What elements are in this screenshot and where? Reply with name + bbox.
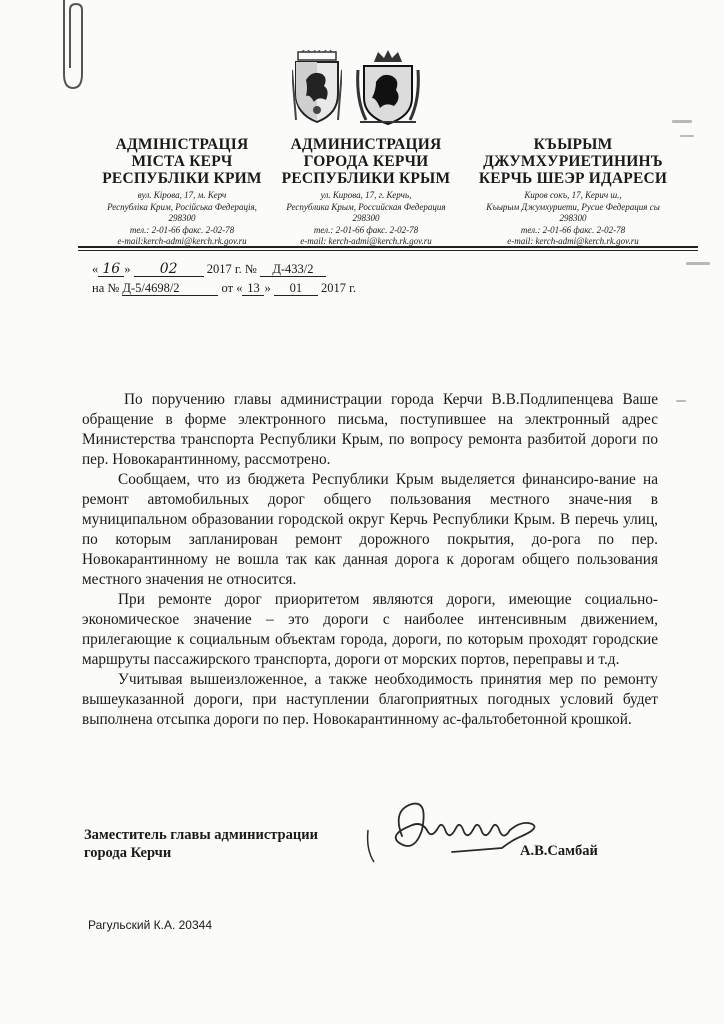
header-divider: [78, 246, 698, 248]
paragraph: Учитывая вышеизложенное, а также необходимость принятия мер по ремонту вышеуказанной дороги, при наступлении благоприятных погодных условий будет выполнена отсыпка дороги по пер. Новокарантинному ас-фальтобетонной крошкой.: [82, 671, 658, 728]
outgoing-year: 2017 г. №: [206, 262, 257, 276]
header-org-crh: [458, 136, 688, 248]
org-name-line: КЕРЧЬ ШЕЭР ИДАРЕСИ: [478, 170, 668, 187]
address-line: Республика Крым, Российская Федерация: [286, 201, 446, 212]
address-line: вул. Кірова, 17, м. Керч: [137, 190, 227, 200]
address-line: e-mail: kerch-admi@kerch.rk.gov.ru: [300, 236, 432, 246]
incoming-number: Д-5/4698/2: [122, 281, 218, 296]
paragraph: При ремонте дорог приоритетом являются дороги, имеющие социально-экономическое значение – это дороги с наиболее интенсивным движением, прилегающие к социальным объектам города, дороги, по которым проходят городские маршруты пассажирского транспорта, дороги от морских портов, переправы и т.д.: [82, 591, 658, 668]
quote-mark: »: [124, 262, 131, 276]
org-address: [266, 190, 466, 248]
executor-note: Рагульский К.А. 20344: [88, 918, 213, 932]
paragraph: Сообщаем, что из бюджета Республики Крым выделяется финансиро-вание на ремонт автомобильных дорог общего пользования местного значе-ния в муниципальном образовании городской округ Керчь Республики Крым. В перечь улиц, по которым запланирован ремонт дорожного покрытия, до-рога по пер. Новокарантинному не вошла так как данная дорога к дорогам общего пользования местного значения не относится.: [82, 471, 658, 588]
scan-artifact: [672, 120, 692, 123]
org-address: [82, 190, 282, 248]
signatory-name: А.В.Самбай: [520, 843, 598, 859]
address-line: 298300: [559, 213, 587, 223]
header-divider: [78, 250, 698, 251]
signatory-title-line: города Керчи: [84, 845, 172, 861]
org-name-line: РЕСПУБЛІКИ КРИМ: [102, 170, 262, 187]
address-line: тел.: 2-01-66 факс. 2-02-78: [313, 224, 419, 235]
incoming-reference: [92, 281, 356, 296]
org-name-line: ДЖУМХУРИЕТИНИНЪ: [483, 153, 663, 170]
paragraph: По поручению главы администрации города Керчи В.В.Подлипенцева Ваше обращение в форме электронного письма, поступившее на электронный адрес Министерства транспорта Республики Крым, по вопросу ремонта разбитой дороги по пер. Новокарантинному, рассмотрено.: [82, 391, 658, 468]
address-line: тел.: 2-01-66 факс. 2-02-78: [129, 224, 235, 235]
address-line: ул. Кирова, 17, г. Керчь,: [320, 190, 412, 200]
outgoing-reference: [92, 262, 326, 277]
address-line: e-mail:kerch-admi@kerch.rk.gov.ru: [117, 236, 247, 246]
incoming-label: на №: [92, 281, 120, 295]
org-name-line: РЕСПУБЛИКИ КРЫМ: [281, 170, 451, 187]
scan-artifact: [680, 135, 694, 137]
address-line: 298300: [352, 213, 380, 223]
address-line: Къырым Джумхуриети, Русие Федерация сы: [486, 201, 660, 212]
incoming-day: 13: [242, 281, 264, 296]
incoming-month: 01: [274, 281, 318, 296]
address-line: Республіка Крим, Російська Федерація,: [107, 201, 257, 212]
quote-mark: «: [92, 262, 99, 276]
address-line: 298300: [168, 213, 196, 223]
letter-body: [82, 390, 658, 730]
outgoing-day: 16: [98, 262, 124, 277]
org-name: [458, 136, 688, 187]
org-name: [82, 136, 282, 187]
org-name-line: АДМИНИСТРАЦИЯ: [290, 136, 442, 153]
org-name-line: КЪЫРЫМ: [533, 136, 613, 153]
header-org-ua: [82, 136, 282, 248]
kerch-coat-of-arms-icon: [356, 50, 420, 128]
signatory-title: [84, 826, 318, 862]
signatory-title-line: Заместитель главы администрации: [84, 827, 318, 843]
quote-mark: »: [264, 281, 271, 295]
incoming-from-label: от «: [221, 281, 243, 295]
org-name-line: ГОРОДА КЕРЧИ: [303, 153, 429, 170]
scan-artifact: [686, 262, 710, 265]
org-name-line: АДМІНІСТРАЦІЯ: [115, 136, 249, 153]
crimea-coat-of-arms-icon: [292, 50, 342, 126]
address-line: e-mail: kerch-admi@kerch.rk.gov.ru: [507, 236, 639, 246]
org-name: [266, 136, 466, 187]
header-org-ru: [266, 136, 466, 248]
outgoing-number: Д-433/2: [260, 262, 326, 277]
address-line: Киров сокъ, 17, Керич ш.,: [524, 190, 622, 200]
paper-clip-icon: [58, 0, 88, 92]
scan-artifact: [676, 400, 686, 402]
outgoing-month: 02: [134, 262, 204, 277]
org-name-line: МІСТА КЕРЧ: [131, 153, 233, 170]
address-line: тел.: 2-01-66 факс. 2-02-78: [520, 224, 626, 235]
org-address: [458, 190, 688, 248]
incoming-year: 2017 г.: [320, 281, 356, 295]
